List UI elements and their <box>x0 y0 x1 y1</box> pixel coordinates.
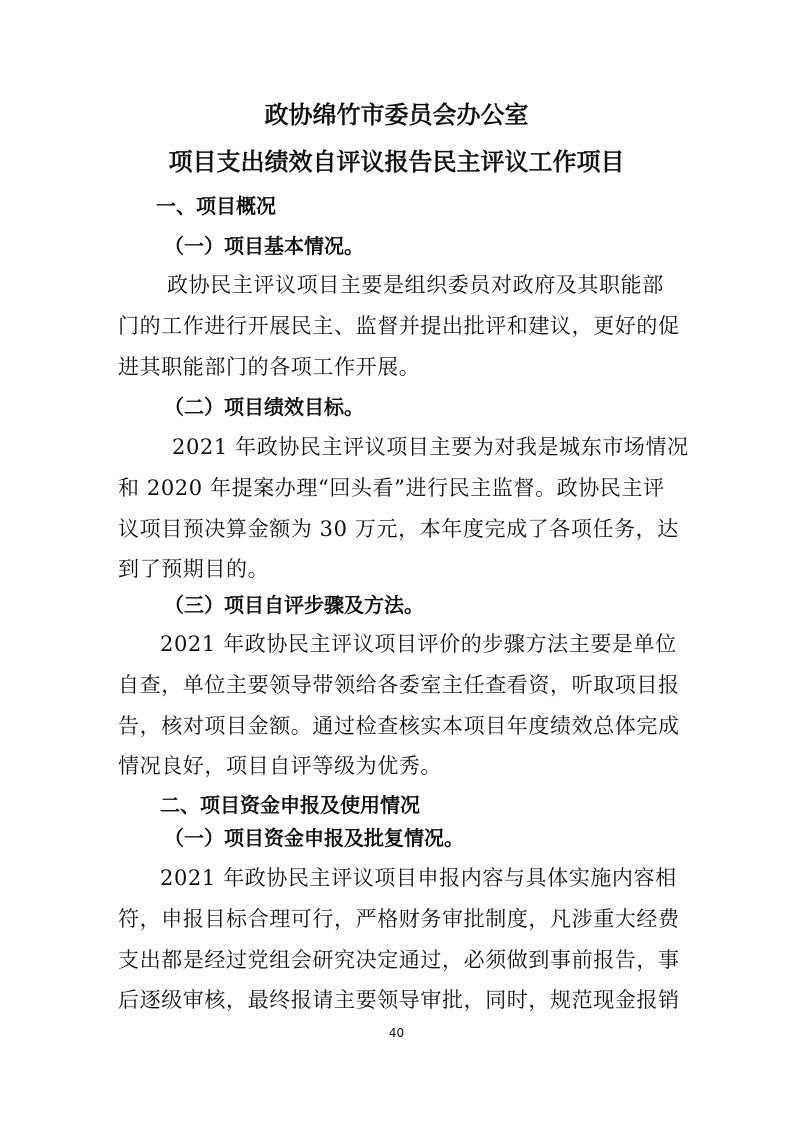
paragraph-line: 支出都是经过党组会研究决定通过，必须做到事前报告，事 <box>118 948 680 972</box>
paragraph-line: 到了预期目的。 <box>118 557 270 581</box>
paragraph-line: 2021 年政协民主评议项目申报内容与具体实施内容相 <box>160 866 677 890</box>
subheading-performance-goals: （二）项目绩效目标。 <box>164 395 364 419</box>
subheading-basic-info: （一）项目基本情况。 <box>164 234 364 258</box>
section-heading-overview: 一、项目概况 <box>156 194 276 218</box>
paragraph-line: 进其职能部门的各项工作开展。 <box>118 355 421 379</box>
paragraph-line: 2021 年政协民主评议项目评价的步骤方法主要是单位 <box>160 632 677 656</box>
paragraph-line: 政协民主评议项目主要是组织委员对政府及其职能部 <box>167 273 664 297</box>
paragraph-line: 自查，单位主要领导带领给各委室主任查看资，听取项目报 <box>118 673 680 697</box>
paragraph-line: 和 2020 年提案办理“回头看”进行民主监督。政协民主评 <box>118 476 665 500</box>
section-heading-funding: 二、项目资金申报及使用情况 <box>160 793 420 817</box>
subheading-evaluation-method: （三）项目自评步骤及方法。 <box>164 593 424 617</box>
paragraph-line: 2021 年政协民主评议项目主要为对我是城东市场情况 <box>172 435 689 459</box>
paragraph-line: 门的工作进行开展民主、监督并提出批评和建议，更好的促 <box>118 314 680 338</box>
page-number: 40 <box>388 1026 405 1040</box>
paragraph-line: 后逐级审核，最终报请主要领导审批，同时，规范现金报销 <box>118 988 680 1012</box>
document-title-line-2: 项目支出绩效自评议报告民主评议工作项目 <box>168 148 625 176</box>
paragraph-line: 告，核对项目金额。通过检查核实本项目年度绩效总体完成 <box>118 714 680 738</box>
subheading-funding-application: （一）项目资金申报及批复情况。 <box>164 826 464 850</box>
paragraph-line: 情况良好，项目自评等级为优秀。 <box>118 754 442 778</box>
paragraph-line: 议项目预决算金额为 30 万元，本年度完成了各项任务，达 <box>118 517 679 541</box>
paragraph-line: 符，申报目标合理可行，严格财务审批制度，凡涉重大经费 <box>118 907 680 931</box>
document-title-line-1: 政协绵竹市委员会办公室 <box>264 101 529 129</box>
